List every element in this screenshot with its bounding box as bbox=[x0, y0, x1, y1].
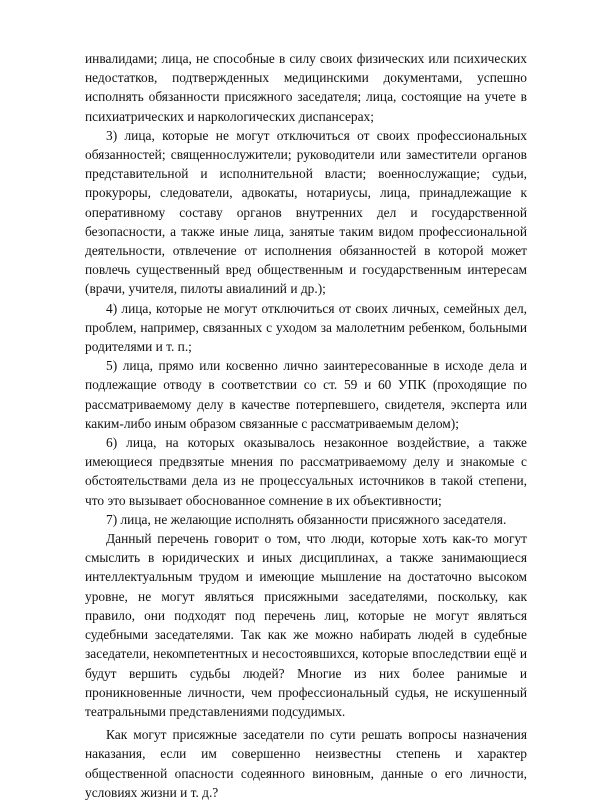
paragraph-item-4: 4) лица, которые не могут отключиться от своих личных, семейных дел, проблем, например, связанных с уходом за малолетним ребенком, больными родителями и т. п.; bbox=[85, 300, 527, 355]
paragraph-item-7: 7) лица, не желающие исполнять обязанности присяжного заседателя. bbox=[106, 511, 507, 527]
paragraph-item-3: 3) лица, которые не могут отключиться от своих профессиональных обязанностей; священнослужители; руководители или заместители органов представительной и исполнительной власти; военнослужащие; судьи, прокуроры, следователи, адвокаты, нотариусы, лица, принадлежащие к оперативному составу органов внутренних дел и государственной безопасности, а также иные лица, занятые таким видом профессиональной деятельности, отвлечение от исполнения обязанностей в которой может повлечь существенный вред общественным и государственным интересам (врачи, учителя, пилоты авиалиний и др.); bbox=[85, 127, 527, 297]
paragraph-question: Как могут присяжные заседатели по сути решать вопросы назначения наказания, если им совершенно неизвестны степень и характер общественной опасности содеянного виновным, данные о его личности, условиях жизни и т. д.? bbox=[85, 727, 527, 800]
paragraph-item-5: 5) лица, прямо или косвенно лично заинтересованные в исходе дела и подлежащие отводу в соответствии со ст. 59 и 60 УПК (проходящие по рассматриваемому делу в качестве потерпевшего, свидетеля, эксперта или каким-либо иным образом связанные с рассматриваемым делом); bbox=[85, 358, 527, 431]
paragraph-commentary: Данный перечень говорит о том, что люди, которые хоть как-то могут смыслить в юридических и иных дисциплинах, а также занимающиеся интеллектуальным трудом и имеющие мышление на достаточно высоком уровне, не могут являться присяжными заседателями, поскольку, как правило, они подходят под перечень лиц, которые не могут являться судебными заседателями. Так как же можно набирать людей в судебные заседатели, некомпетентных и несостоявшихся, которые впоследствии ещё и будут вершить судьбы людей? Многие из них более ранимые и проникновенные личности, чем профессиональный судья, не искушенный театральными представлениями подсудимых. bbox=[85, 531, 527, 719]
paragraph-item-6: 6) лица, на которых оказывалось незаконное воздействие, а также имеющиеся предвзятые мнения по рассматриваемому делу и знакомые с обстоятельствами дела из не процессуальных источников в такой степени, что это вызывает обоснованное сомнение в их объективности; bbox=[85, 435, 527, 508]
document-page bbox=[85, 49, 527, 802]
paragraph-continuation: инвалидами; лица, не способные в силу своих физических или психических недостатков, подтвержденных медицинскими документами, успешно исполнять обязанности присяжного заседателя; лица, состоящие на учете в психиатрических и наркологических диспансерах; bbox=[85, 51, 527, 124]
